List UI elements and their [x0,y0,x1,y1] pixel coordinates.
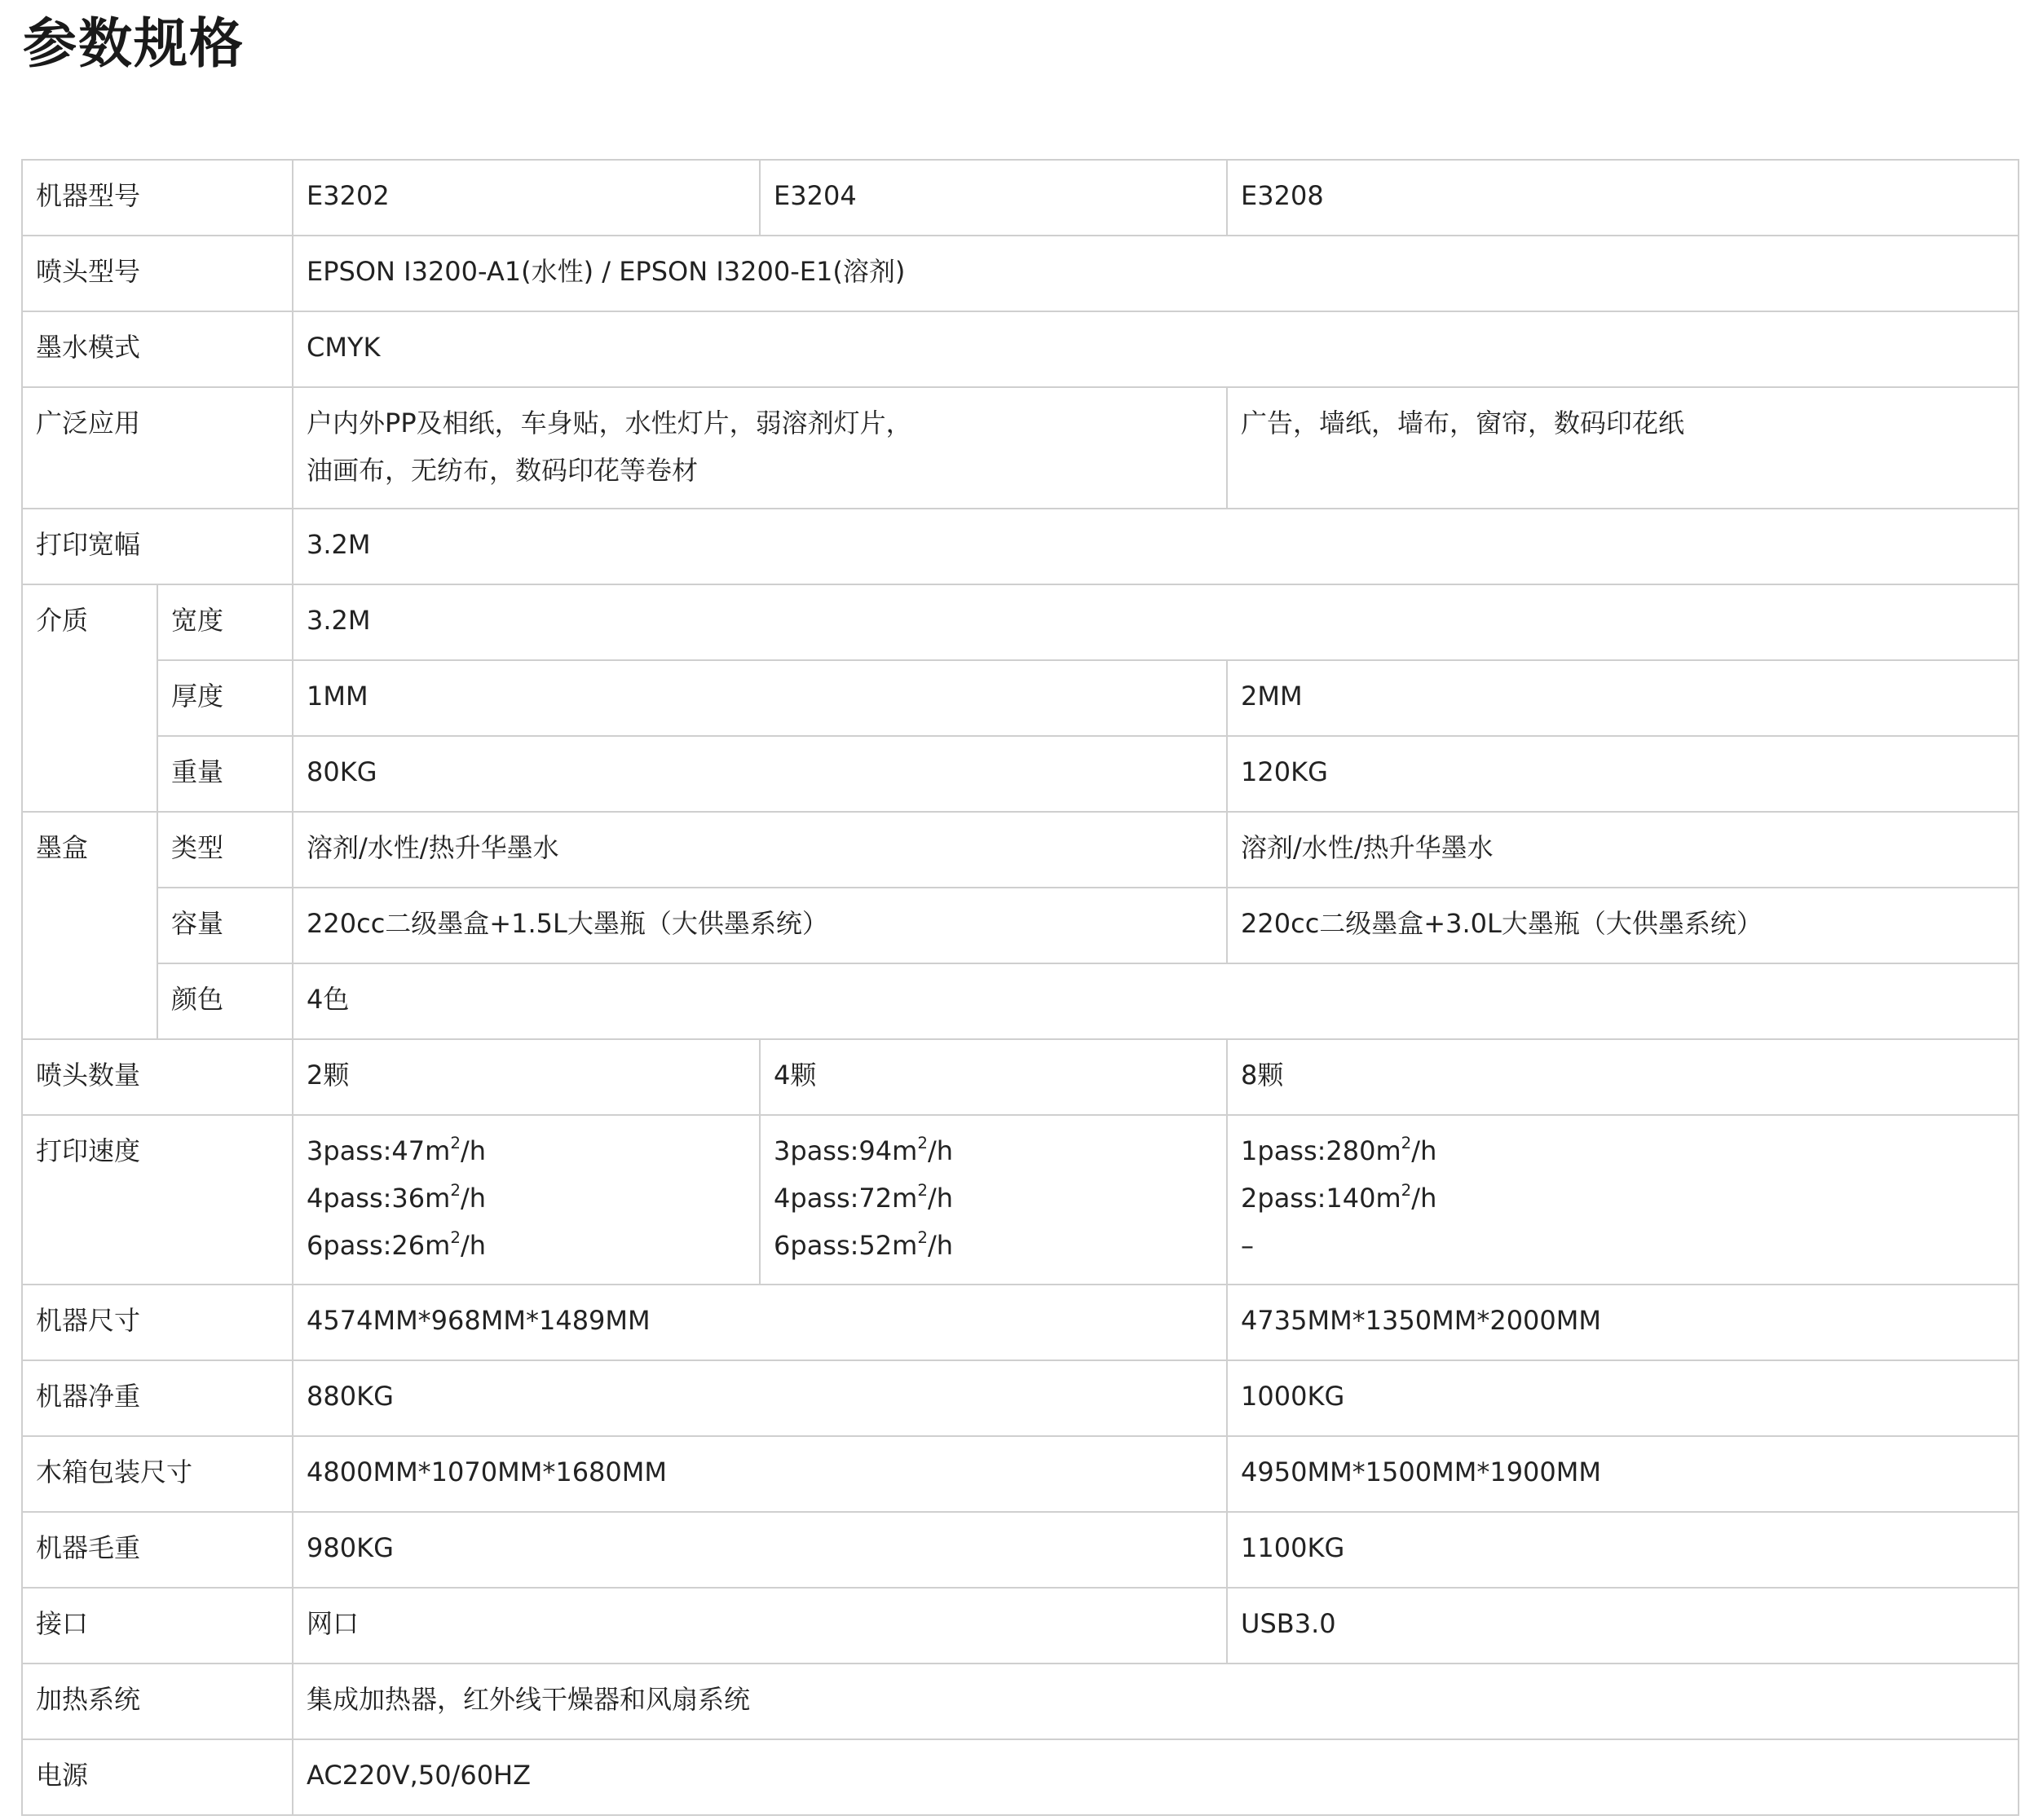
label-media: 介质 [22,584,157,812]
label-heating: 加热系统 [22,1664,293,1739]
label-machine-size: 机器尺寸 [22,1285,293,1360]
gross-weight-left: 980KG [293,1512,1227,1588]
row-media-weight [22,736,2019,812]
nozzle-count-e3202: 2颗 [293,1039,760,1115]
print-speed-e3204 [760,1115,1227,1285]
nozzle-model-value: EPSON I3200-A1(水性) / EPSON I3200-E1(溶剂) [293,236,2019,311]
row-print-speed [22,1115,2019,1285]
row-nozzle-model [22,236,2019,311]
nozzle-count-e3204: 4颗 [760,1039,1227,1115]
speed-line: $3pass:47m^2/h$ [307,1134,486,1166]
nozzle-count-e3208: 8颗 [1227,1039,2019,1115]
row-package-size [22,1436,2019,1512]
row-print-width [22,509,2019,584]
gross-weight-right: 1100KG [1227,1512,2019,1588]
label-cartridge-type: 类型 [157,812,293,888]
row-media-thickness [22,660,2019,736]
media-thickness-left: 1MM [293,660,1227,736]
application-left-line1: 户内外PP及相纸，车身贴，水性灯片，弱溶剂灯片， [307,408,912,438]
heating-value: 集成加热器，红外线干燥器和风扇系统 [293,1664,2019,1739]
label-model: 机器型号 [22,160,293,236]
row-application [22,387,2019,509]
label-application: 广泛应用 [22,387,293,509]
power-value: AC220V,50/60HZ [293,1739,2019,1815]
model-e3202: E3202 [293,160,760,236]
label-net-weight: 机器净重 [22,1360,293,1436]
label-media-width: 宽度 [157,584,293,660]
media-width-value: 3.2M [293,584,2019,660]
label-nozzle-model: 喷头型号 [22,236,293,311]
package-size-left: 4800MM*1070MM*1680MM [293,1436,1227,1512]
row-ink-mode [22,311,2019,387]
model-e3208: E3208 [1227,160,2019,236]
net-weight-left: 880KG [293,1360,1227,1436]
speed-line: $4pass:72m^2/h$ [774,1181,953,1214]
row-heating [22,1664,2019,1739]
cartridge-type-right: 溶剂/水性/热升华墨水 [1227,812,2019,888]
label-nozzle-count: 喷头数量 [22,1039,293,1115]
label-package-size: 木箱包装尺寸 [22,1436,293,1512]
media-weight-right: 120KG [1227,736,2019,812]
model-e3204: E3204 [760,160,1227,236]
speed-line: $6pass:52m^2/h$ [774,1228,953,1261]
speed-line: $1pass:280m^2/h$ [1241,1134,1437,1166]
cartridge-type-left: 溶剂/水性/热升华墨水 [293,812,1227,888]
label-print-width: 打印宽幅 [22,509,293,584]
media-weight-left: 80KG [293,736,1227,812]
row-power [22,1739,2019,1815]
row-interface [22,1588,2019,1664]
ink-mode-value: CMYK [293,311,2019,387]
row-media-width [22,584,2019,660]
label-cartridge: 墨盒 [22,812,157,1039]
label-power: 电源 [22,1739,293,1815]
machine-size-right: 4735MM*1350MM*2000MM [1227,1285,2019,1360]
print-width-value: 3.2M [293,509,2019,584]
row-nozzle-count [22,1039,2019,1115]
label-media-weight: 重量 [157,736,293,812]
row-cartridge-capacity [22,888,2019,963]
row-gross-weight [22,1512,2019,1588]
application-left-line2: 油画布，无纺布，数码印花等卷材 [307,455,699,486]
label-ink-mode: 墨水模式 [22,311,293,387]
application-right: 广告，墙纸，墙布，窗帘，数码印花纸 [1227,387,2019,509]
print-speed-e3202 [293,1115,760,1285]
cartridge-color-value: 4色 [293,963,2019,1039]
cartridge-capacity-left: 220cc二级墨盒+1.5L大墨瓶（大供墨系统） [293,888,1227,963]
row-cartridge-color [22,963,2019,1039]
speed-dash: – [1241,1230,1255,1261]
speed-line: $6pass:26m^2/h$ [307,1228,486,1261]
row-model [22,160,2019,236]
machine-size-left: 4574MM*968MM*1489MM [293,1285,1227,1360]
row-net-weight [22,1360,2019,1436]
label-interface: 接口 [22,1588,293,1664]
speed-line: $3pass:94m^2/h$ [774,1134,953,1166]
net-weight-right: 1000KG [1227,1360,2019,1436]
media-thickness-right: 2MM [1227,660,2019,736]
label-gross-weight: 机器毛重 [22,1512,293,1588]
print-speed-e3208 [1227,1115,2019,1285]
spec-table [21,159,2019,1816]
row-cartridge-type [22,812,2019,888]
package-size-right: 4950MM*1500MM*1900MM [1227,1436,2019,1512]
application-left [293,387,1227,509]
interface-right: USB3.0 [1227,1588,2019,1664]
row-machine-size [22,1285,2019,1360]
interface-left: 网口 [293,1588,1227,1664]
page-title: 参数规格 [23,12,245,75]
label-cartridge-capacity: 容量 [157,888,293,963]
label-print-speed: 打印速度 [22,1115,293,1285]
cartridge-capacity-right: 220cc二级墨盒+3.0L大墨瓶（大供墨系统） [1227,888,2019,963]
speed-line: $4pass:36m^2/h$ [307,1181,486,1214]
speed-line: $2pass:140m^2/h$ [1241,1181,1437,1214]
label-media-thickness: 厚度 [157,660,293,736]
label-cartridge-color: 颜色 [157,963,293,1039]
